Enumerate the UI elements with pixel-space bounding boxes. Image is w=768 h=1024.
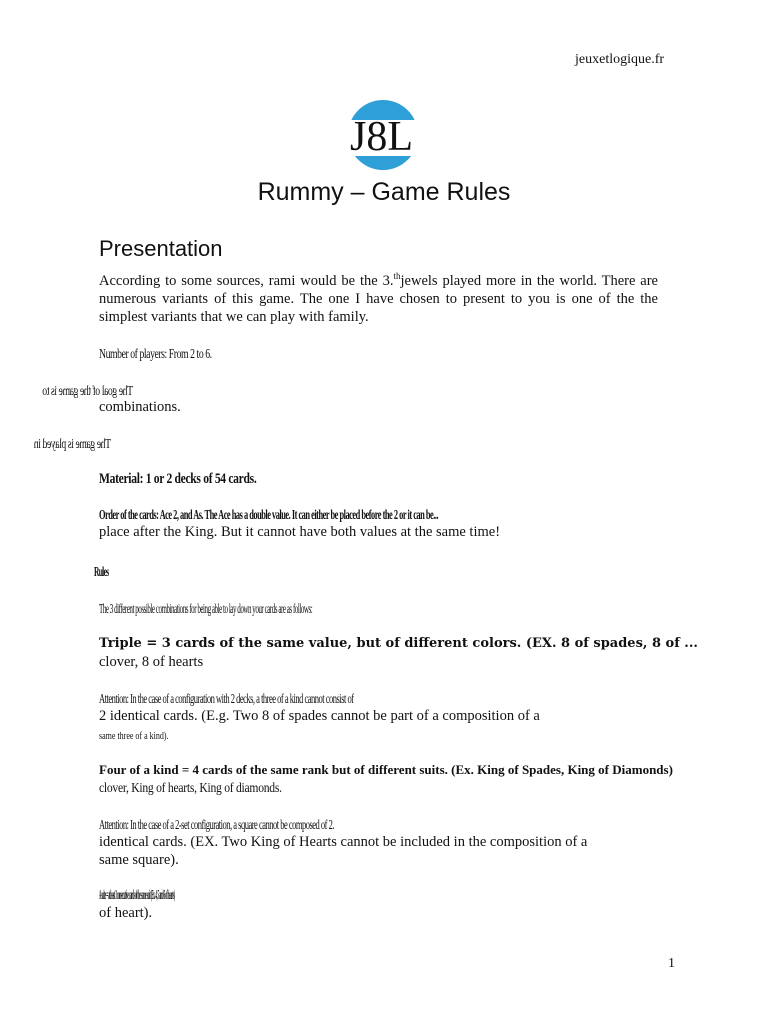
intro-part2: jewels played more in the world. There are numerous variants of this game. The one I have chosen to present to you is one of the the simplest variants that we can play with family. — [99, 273, 658, 325]
goal-fragment-line: The goal of the game is to — [42, 383, 133, 398]
material-line: Material: 1 or 2 decks of 54 cards. — [99, 471, 257, 487]
attention1-line: Attention: In the case of a configuration with 2 decks, a three of a kind cannot consist of — [99, 691, 354, 706]
rules-heading: Rules — [94, 564, 109, 579]
attention1-cont-line: 2 identical cards. (E.g. Two 8 of spades cannot be part of a composition of a — [99, 708, 540, 724]
intro-part1: According to some sources, rami would be the 3. — [99, 273, 394, 289]
logo — [348, 100, 418, 170]
order-cont-line: place after the King. But it cannot have both values at the same time! — [99, 524, 501, 540]
attention2-end-line: same square). — [99, 852, 179, 868]
intro-paragraph — [99, 272, 658, 326]
page-number: 1 — [668, 956, 675, 971]
suite-line: A suite = at least 3 consecutive cards of the same suit (Ex. 4, 5 and 6 of hearts) — [99, 887, 175, 902]
four-cont-line: clover, King of hearts, King of diamonds. — [99, 780, 282, 795]
play-fragment-line: The game is played in — [34, 436, 111, 451]
suite-end-line: of heart). — [99, 905, 153, 921]
order-line: Order of the cards: Ace 2, and As. The Ace has a double value. It can either be placed before the 2 or it can be... — [99, 507, 439, 522]
section-heading: Presentation — [99, 236, 223, 261]
attention2-line: Attention: In the case of a 2-set configuration, a square cannot be composed of 2. — [99, 817, 334, 832]
intro-superscript: th — [393, 271, 401, 282]
combinations-line: combinations. — [99, 399, 181, 415]
players-line: Number of players: From 2 to 6. — [99, 346, 212, 361]
attention2-cont-line: identical cards. (EX. Two King of Hearts cannot be included in the composition of a — [99, 834, 588, 850]
logo-text: J8L — [350, 114, 413, 160]
combos-intro-line: The 3 different possible combinations for being able to lay down your cards are as follows: — [99, 601, 313, 616]
four-line: Four of a kind = 4 cards of the same rank but of different suits. (Ex. King of Spades, King of Diamonds) — [99, 762, 673, 777]
site-url: jeuxetlogique.fr — [575, 52, 665, 67]
page-title: Rummy – Game Rules — [257, 178, 511, 206]
attention1-end-line: same three of a kind). — [99, 731, 169, 742]
triple-cont-line: clover, 8 of hearts — [99, 654, 204, 670]
triple-line: Triple = 3 cards of the same value, but of different colors. (EX. 8 of spades, 8 of ... — [99, 636, 698, 651]
